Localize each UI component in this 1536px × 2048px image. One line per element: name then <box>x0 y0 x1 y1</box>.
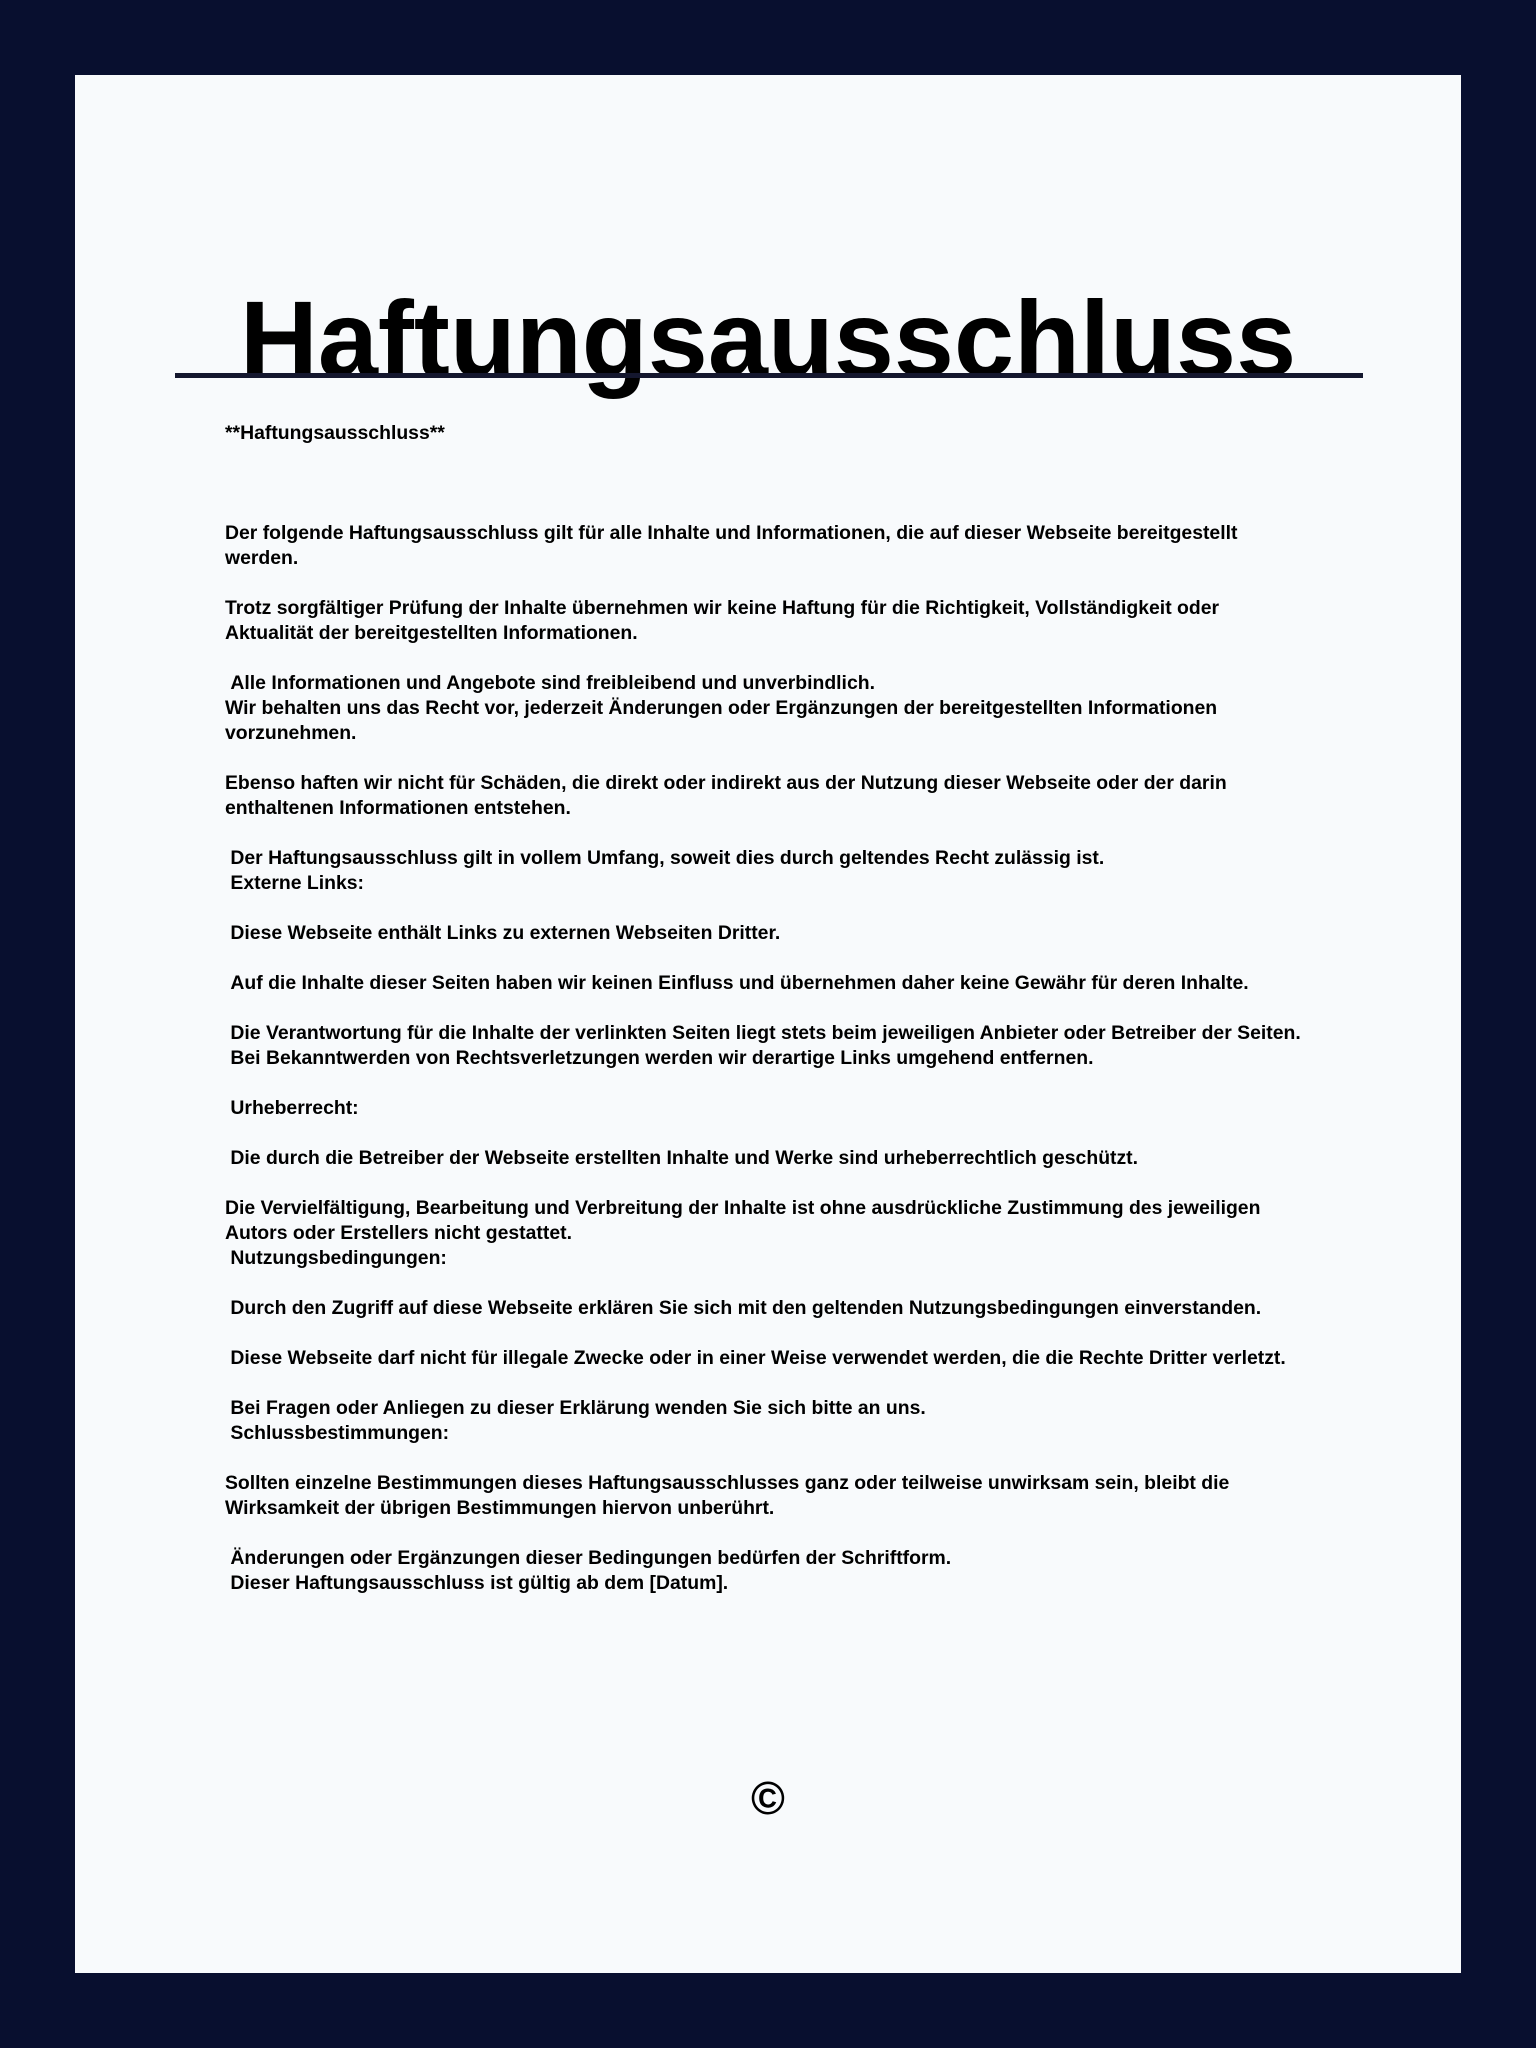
document-page <box>75 75 1461 1973</box>
page-title: Haftungsausschluss <box>239 278 1297 399</box>
copyright-symbol: © <box>751 1772 785 1824</box>
title-divider <box>175 373 1363 378</box>
disclaimer-body: **Haftungsausschluss** Der folgende Haftungsausschluss gilt für alle Inhalte und Informationen, die auf dieser Webseite bereitgestellt werden. Trotz sorgfältiger Prüfung der Inhalte übernehmen wir keine Haftung für die Richtigkeit, Vollständigkeit oder Aktualität der bereitgestellten Informationen. Alle Informationen und Angebote sind freibleibend und unverbindlich. Wir behalten uns das Recht vor, jederzeit Änderungen oder Ergänzungen der bereitgestellten Informationen vorzunehmen. Ebenso haften wir nicht für Schäden, die direkt oder indirekt aus der Nutzung dieser Webseite oder der darin enthaltenen Informationen entstehen. Der Haftungsausschluss gilt in vollem Umfang, soweit dies durch geltendes Recht zulässig ist. Externe Links: Diese Webseite enthält Links zu externen Webseiten Dritter. Auf die Inhalte dieser Seiten haben wir keinen Einfluss und übernehmen daher keine Gewähr für deren Inhalte. Die Verantwortung für die Inhalte der verlinkten Seiten liegt stets beim jeweiligen Anbieter oder Betreiber der Seiten. Bei Bekanntwerden von Rechtsverletzungen werden wir derartige Links umgehend entfernen. Urheberrecht: Die durch die Betreiber der Webseite erstellten Inhalte und Werke sind urheberrechtlich geschützt. Die Vervielfältigung, Bearbeitung und Verbreitung der Inhalte ist ohne ausdrückliche Zustimmung des jeweiligen Autors oder Erstellers nicht gestattet. Nutzungsbedingungen: Durch den Zugriff auf diese Webseite erklären Sie sich mit den geltenden Nutzungsbedingungen einverstanden. Diese Webseite darf nicht für illegale Zwecke oder in einer Weise verwendet werden, die die Rechte Dritter verletzt. Bei Fragen oder Anliegen zu dieser Erklärung wenden Sie sich bitte an uns. Schlussbestimmungen: Sollten einzelne Bestimmungen dieses Haftungsausschlusses ganz oder teilweise unwirksam sein, bleibt die Wirksamkeit der übrigen Bestimmungen hiervon unberührt. Änderungen oder Ergänzungen dieser Bedingungen bedürfen der Schriftform. Dieser Haftungsausschluss ist gültig ab dem [Datum]. <box>225 422 1301 1594</box>
